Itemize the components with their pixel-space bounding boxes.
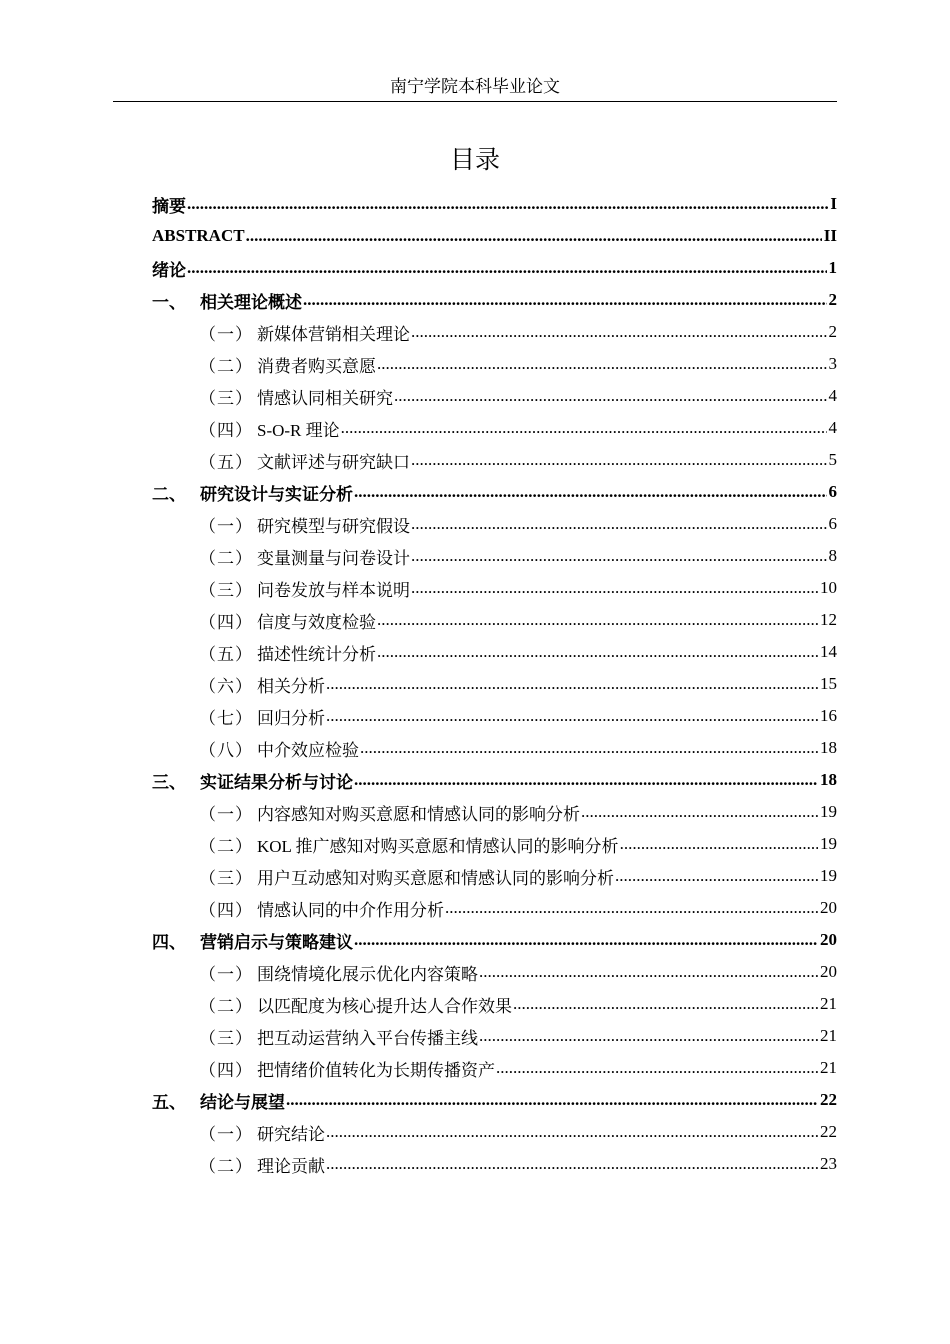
toc-entry-number: （三）	[199, 868, 253, 888]
toc-entry-title: 回归分析	[257, 708, 325, 728]
dot-leader	[286, 1089, 818, 1111]
toc-entry-number: （一）	[199, 324, 253, 344]
toc-entry-title: 围绕情境化展示优化内容策略	[257, 964, 478, 984]
toc-entry-title: 相关理论概述	[200, 292, 302, 312]
dot-leader	[620, 833, 818, 855]
toc-entry-title: 把互动运营纳入平台传播主线	[257, 1028, 478, 1048]
toc-entry-page: 21	[820, 994, 837, 1013]
dot-leader	[411, 577, 818, 599]
toc-entry-number: （二）	[199, 996, 253, 1016]
toc-entry-title: 情感认同相关研究	[257, 388, 393, 408]
toc-entry-title: KOL 推广感知对购买意愿和情感认同的影响分析	[257, 836, 619, 856]
toc-entry[interactable]	[152, 732, 837, 764]
toc-entry-number: 二、	[152, 484, 186, 504]
toc-entry-number: （一）	[199, 1124, 253, 1144]
toc-entry[interactable]	[152, 604, 837, 636]
toc-entry[interactable]	[152, 700, 837, 732]
toc-entry-number: （三）	[199, 388, 253, 408]
toc-entry-title: 摘要	[152, 196, 186, 216]
toc-entry-page: 12	[820, 610, 837, 629]
toc-entry-page: 21	[820, 1026, 837, 1045]
dot-leader	[326, 1153, 818, 1175]
toc-entry-number: （二）	[199, 836, 253, 856]
toc-entry[interactable]	[152, 636, 837, 668]
toc-entry-page: 20	[820, 898, 837, 917]
toc-entry-number: （五）	[199, 452, 253, 472]
toc-entry[interactable]	[152, 412, 837, 444]
toc-entry-number: （二）	[199, 356, 253, 376]
toc-entry-title: 研究模型与研究假设	[257, 516, 410, 536]
toc-entry-page: 19	[820, 866, 837, 885]
dot-leader	[187, 257, 827, 279]
toc-entry-number: 五、	[152, 1092, 186, 1112]
toc-entry-page: 6	[828, 482, 837, 501]
toc-entry-page: 18	[820, 738, 837, 757]
toc-entry-page: 6	[828, 514, 837, 533]
dot-leader	[615, 865, 818, 887]
toc-entry-title: 新媒体营销相关理论	[257, 324, 410, 344]
toc-entry-title: 结论与展望	[200, 1092, 285, 1112]
dot-leader	[377, 641, 818, 663]
toc-entry-page: 20	[820, 962, 837, 981]
dot-leader	[246, 225, 822, 247]
toc-entry[interactable]	[152, 284, 837, 316]
toc-entry-title: 问卷发放与样本说明	[257, 580, 410, 600]
toc-entry-title: 把情绪价值转化为长期传播资产	[257, 1060, 495, 1080]
toc-entry-number: （一）	[199, 516, 253, 536]
toc-entry-page: 19	[820, 834, 837, 853]
toc-entry-number: （四）	[199, 1060, 253, 1080]
toc-entry[interactable]	[152, 348, 837, 380]
dot-leader	[411, 449, 827, 471]
toc-entry[interactable]	[152, 828, 837, 860]
toc-entry-title: 相关分析	[257, 676, 325, 696]
toc-entry-title: ABSTRACT	[152, 226, 245, 245]
dot-leader	[479, 1025, 818, 1047]
toc-entry[interactable]	[152, 668, 837, 700]
toc-entry-number: （二）	[199, 548, 253, 568]
dot-leader	[411, 545, 827, 567]
toc-entry[interactable]	[152, 988, 837, 1020]
dot-leader	[341, 417, 827, 439]
toc-entry-number: （三）	[199, 580, 253, 600]
toc-entry-number: （二）	[199, 1156, 253, 1176]
toc-entry[interactable]	[152, 1084, 837, 1116]
dot-leader	[411, 321, 827, 343]
dot-leader	[445, 897, 818, 919]
toc-entry-number: （一）	[199, 964, 253, 984]
toc-entry-page: 3	[828, 354, 837, 373]
toc-entry-number: （四）	[199, 900, 253, 920]
toc-entry-page: 4	[828, 418, 837, 437]
toc-entry[interactable]	[152, 252, 837, 284]
toc-entry-title: 研究结论	[257, 1124, 325, 1144]
toc-entry[interactable]	[152, 1116, 837, 1148]
table-of-contents	[152, 188, 837, 1180]
dot-leader	[360, 737, 818, 759]
dot-leader	[411, 513, 827, 535]
toc-entry-title: 描述性统计分析	[257, 644, 376, 664]
toc-entry-title: 变量测量与问卷设计	[257, 548, 410, 568]
toc-entry-title: 中介效应检验	[257, 740, 359, 760]
toc-entry[interactable]	[152, 444, 837, 476]
toc-entry-page: 14	[820, 642, 837, 661]
toc-entry-page: 21	[820, 1058, 837, 1077]
dot-leader	[303, 289, 827, 311]
toc-entry-page: II	[823, 226, 837, 245]
toc-entry-number: （八）	[199, 740, 253, 760]
toc-entry-title: 情感认同的中介作用分析	[257, 900, 444, 920]
toc-entry[interactable]	[152, 1020, 837, 1052]
toc-entry-number: （四）	[199, 420, 253, 440]
dot-leader	[513, 993, 818, 1015]
toc-entry[interactable]	[152, 1148, 837, 1180]
toc-entry-title: 信度与效度检验	[257, 612, 376, 632]
dot-leader	[326, 1121, 818, 1143]
running-header: 南宁学院本科毕业论文	[390, 77, 560, 96]
toc-entry-title: 以匹配度为核心提升达人合作效果	[257, 996, 512, 1016]
toc-entry-number: （一）	[199, 804, 253, 824]
toc-entry[interactable]	[152, 476, 837, 508]
toc-entry-number: （五）	[199, 644, 253, 664]
toc-entry[interactable]	[152, 892, 837, 924]
dot-leader	[354, 769, 818, 791]
toc-entry-page: 15	[820, 674, 837, 693]
toc-entry[interactable]	[152, 572, 837, 604]
toc-entry-page: 2	[828, 290, 837, 309]
toc-entry-page: 20	[820, 930, 837, 949]
toc-entry-page: 18	[820, 770, 837, 789]
toc-entry-number: 一、	[152, 292, 186, 312]
toc-entry[interactable]	[152, 764, 837, 796]
toc-entry-page: 8	[828, 546, 837, 565]
toc-entry-title: 用户互动感知对购买意愿和情感认同的影响分析	[257, 868, 614, 888]
dot-leader	[354, 929, 818, 951]
toc-entry-page: 16	[820, 706, 837, 725]
toc-entry-title: 营销启示与策略建议	[200, 932, 353, 952]
toc-entry-number: （三）	[199, 1028, 253, 1048]
toc-entry-page: 23	[820, 1154, 837, 1173]
dot-leader	[479, 961, 818, 983]
toc-entry-page: 4	[828, 386, 837, 405]
toc-entry-number: （四）	[199, 612, 253, 632]
toc-entry[interactable]	[152, 188, 837, 220]
toc-entry[interactable]	[152, 956, 837, 988]
toc-entry-title: 文献评述与研究缺口	[257, 452, 410, 472]
dot-leader	[581, 801, 818, 823]
toc-entry-page: I	[830, 194, 837, 213]
toc-entry[interactable]	[152, 380, 837, 412]
dot-leader	[187, 193, 828, 215]
toc-entry-title: 研究设计与实证分析	[200, 484, 353, 504]
toc-entry-title: S-O-R 理论	[257, 420, 340, 440]
toc-entry[interactable]	[152, 316, 837, 348]
toc-entry-number: （七）	[199, 708, 253, 728]
toc-entry-title: 内容感知对购买意愿和情感认同的影响分析	[257, 804, 580, 824]
toc-entry-page: 5	[828, 450, 837, 469]
toc-entry-number: （六）	[199, 676, 253, 696]
toc-entry[interactable]	[152, 220, 837, 252]
toc-entry-page: 22	[820, 1090, 837, 1109]
toc-entry-title: 理论贡献	[257, 1156, 325, 1176]
toc-entry[interactable]	[152, 796, 837, 828]
toc-entry-page: 19	[820, 802, 837, 821]
toc-entry-number: 四、	[152, 932, 186, 952]
toc-entry-title: 实证结果分析与讨论	[200, 772, 353, 792]
toc-entry-title: 绪论	[152, 260, 186, 280]
dot-leader	[354, 481, 827, 503]
page-title: 目录	[449, 145, 500, 174]
header-rule	[113, 101, 837, 102]
dot-leader	[326, 673, 818, 695]
toc-entry-page: 10	[820, 578, 837, 597]
dot-leader	[377, 353, 827, 375]
toc-entry-page: 22	[820, 1122, 837, 1141]
toc-entry[interactable]	[152, 860, 837, 892]
dot-leader	[326, 705, 818, 727]
toc-entry-number: 三、	[152, 772, 186, 792]
toc-entry[interactable]	[152, 508, 837, 540]
toc-entry-page: 2	[828, 322, 837, 341]
dot-leader	[496, 1057, 818, 1079]
toc-entry-page: 1	[828, 258, 837, 277]
toc-entry[interactable]	[152, 924, 837, 956]
dot-leader	[377, 609, 818, 631]
toc-entry[interactable]	[152, 1052, 837, 1084]
toc-entry-title: 消费者购买意愿	[257, 356, 376, 376]
toc-entry[interactable]	[152, 540, 837, 572]
dot-leader	[394, 385, 827, 407]
